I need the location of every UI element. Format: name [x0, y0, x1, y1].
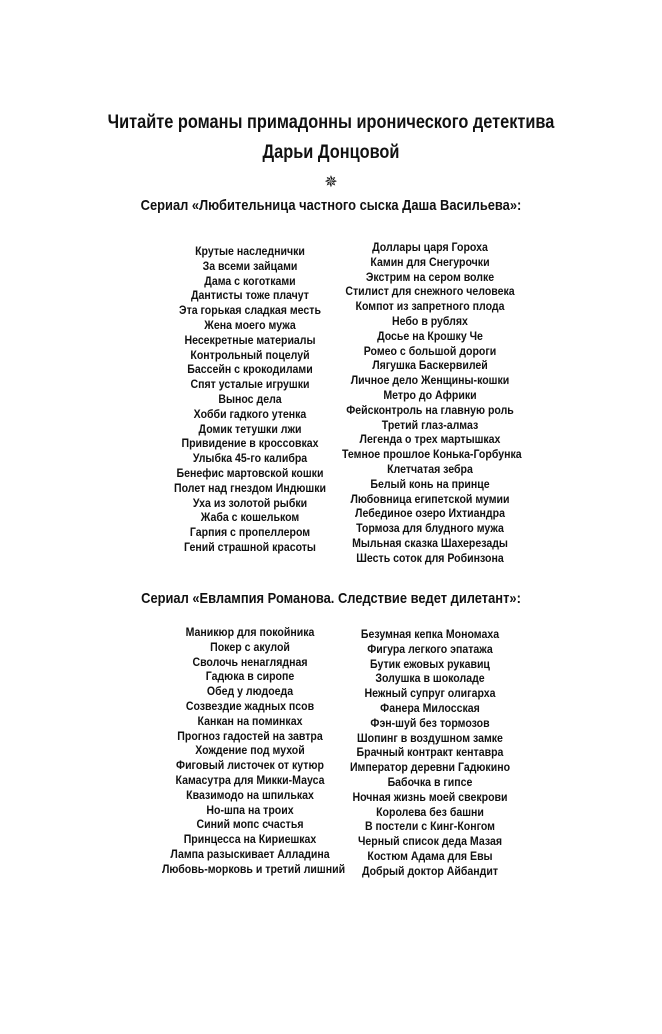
- book-title-item: Бассейн с крокодилами: [187, 362, 313, 377]
- book-title-item: Канкан на поминках: [197, 713, 303, 728]
- book-title-item: Бабочка в гипсе: [387, 774, 473, 789]
- book-title-item: Камин для Снегурочки: [370, 254, 490, 269]
- book-title-item: Жаба с кошельком: [200, 510, 300, 525]
- book-title-item: Улыбка 45-го калибра: [192, 451, 308, 466]
- book-title-item: Личное дело Женщины-кошки: [350, 373, 510, 388]
- book-title-item: Лягушка Баскервилей: [372, 358, 488, 373]
- book-title-item: Досье на Крошку Че: [377, 328, 483, 343]
- book-title-item: Фейсконтроль на главную роль: [346, 402, 514, 417]
- book-title-item: Тормоза для блудного мужа: [356, 521, 504, 536]
- book-title-item: В постели с Кинг-Конгом: [364, 819, 495, 834]
- book-title-item: Компот из запретного плода: [355, 299, 505, 314]
- book-title-item: Безумная кепка Мономаха: [360, 627, 500, 641]
- book-title-item: Сволочь ненаглядная: [192, 654, 308, 669]
- book-title-item: Прогноз гадостей на завтра: [177, 728, 323, 743]
- book-title-item: Уха из золотой рыбки: [192, 495, 308, 510]
- series-1-left-list: [150, 244, 350, 555]
- book-title-item: Метро до Африки: [383, 387, 477, 402]
- book-title-item: Третий глаз-алмаз: [381, 417, 479, 432]
- book-title-item: Фигура легкого эпатажа: [367, 641, 493, 656]
- book-title-item: Привидение в кроссовках: [181, 436, 319, 451]
- book-title-item: Небо в рублях: [392, 313, 468, 328]
- book-title-item: Белый конь на принце: [370, 476, 490, 491]
- book-title-item: Фиговый листочек от кутюр: [176, 758, 324, 773]
- book-title-item: Стилист для снежного человека: [345, 284, 515, 299]
- book-title-item: Экстрим на сером волке: [365, 269, 495, 284]
- book-title-item: Фанера Милосская: [380, 700, 480, 715]
- book-title-item: Лебединое озеро Ихтиандра: [355, 506, 505, 521]
- book-title-item: Созвездие жадных псов: [185, 698, 315, 713]
- series-2-right-list: [330, 627, 530, 879]
- book-title-item: Контрольный поцелуй: [190, 347, 310, 362]
- book-title-item: Любовница египетской мумии: [350, 491, 510, 506]
- book-title-item: Жена моего мужа: [204, 317, 296, 332]
- series-2-title: Сериал «Евлампия Романова. Следствие ведет дилетант»:: [141, 590, 521, 607]
- series-1-right-list: [330, 240, 530, 566]
- book-title-item: Маникюр для покойника: [185, 625, 315, 639]
- book-title-item: Любовь-морковь и третий лишний: [162, 861, 346, 876]
- page-heading-line-1: Читайте романы примадонны иронического детектива: [107, 112, 555, 133]
- book-title-item: Шесть соток для Робинзона: [356, 550, 504, 565]
- book-title-item: Синий мопс счастья: [196, 817, 304, 832]
- book-title-item: Покер с акулой: [210, 639, 290, 654]
- book-title-item: Несекретные материалы: [184, 332, 316, 347]
- book-title-item: Брачный контракт кентавра: [356, 745, 504, 760]
- book-title-item: Полет над гнездом Индюшки: [173, 480, 326, 495]
- book-title-item: Добрый доктор Айбандит: [361, 863, 499, 878]
- book-title-item: Спят усталые игрушки: [190, 377, 310, 392]
- book-title-item: Лампа разыскивает Алладина: [170, 846, 330, 861]
- book-title-item: Дама с коготками: [204, 273, 296, 288]
- book-title-item: Бенефис мартовской кошки: [176, 465, 324, 480]
- book-title-item: Гарпия с пропеллером: [189, 525, 311, 540]
- book-title-item: Легенда о трех мартышках: [359, 432, 501, 447]
- book-title-item: Фэн-шуй без тормозов: [370, 715, 490, 730]
- book-title-item: Королева без башни: [376, 804, 484, 819]
- book-title-item: Домик тетушки лжи: [198, 421, 302, 436]
- page-heading-line-2: Дарьи Донцовой: [262, 142, 400, 163]
- book-title-item: Вынос дела: [218, 391, 282, 406]
- book-title-item: Черный список деда Мазая: [357, 834, 503, 849]
- book-title-item: Золушка в шоколаде: [375, 671, 485, 686]
- book-title-item: Ромео с большой дороги: [363, 343, 497, 358]
- book-title-item: Бутик ежовых рукавиц: [370, 656, 490, 671]
- book-title-item: Гений страшной красоты: [184, 539, 316, 554]
- book-title-item: Шопинг в воздушном замке: [357, 730, 503, 745]
- book-title-item: За всеми зайцами: [202, 258, 298, 273]
- book-title-item: Ночная жизнь моей свекрови: [352, 789, 508, 804]
- book-title-item: Клетчатая зебра: [387, 461, 473, 476]
- book-title-item: Доллары царя Гороха: [372, 240, 488, 254]
- series-2-left-list: [150, 625, 350, 877]
- book-title-item: Но-шпа на троих: [206, 802, 294, 817]
- book-title-item: Нежный супруг олигарха: [364, 686, 496, 701]
- book-title-item: Эта горькая сладкая месть: [179, 303, 321, 318]
- book-title-item: Дантисты тоже плачут: [191, 288, 309, 303]
- book-title-item: Мыльная сказка Шахерезады: [352, 535, 508, 550]
- book-title-item: Квазимодо на шпильках: [186, 787, 314, 802]
- book-title-item: Принцесса на Кириешках: [183, 832, 317, 847]
- series-1-title: Сериал «Любительница частного сыска Даша Васильева»:: [140, 197, 522, 214]
- book-title-item: Хождение под мухой: [195, 743, 305, 758]
- book-title-item: Камасутра для Микки-Мауса: [175, 772, 325, 787]
- book-title-item: Костюм Адама для Евы: [367, 848, 493, 863]
- book-title-item: Крутые наследнички: [195, 244, 305, 258]
- book-title-item: Император деревни Гадюкино: [349, 760, 511, 775]
- ornament-star-icon: ✵: [324, 174, 338, 191]
- book-title-item: Гадюка в сиропе: [205, 669, 295, 684]
- book-title-item: Обед у людоеда: [206, 684, 294, 699]
- book-title-item: Хобби гадкого утенка: [193, 406, 307, 421]
- book-title-item: Темное прошлое Конька-Горбунка: [342, 447, 522, 462]
